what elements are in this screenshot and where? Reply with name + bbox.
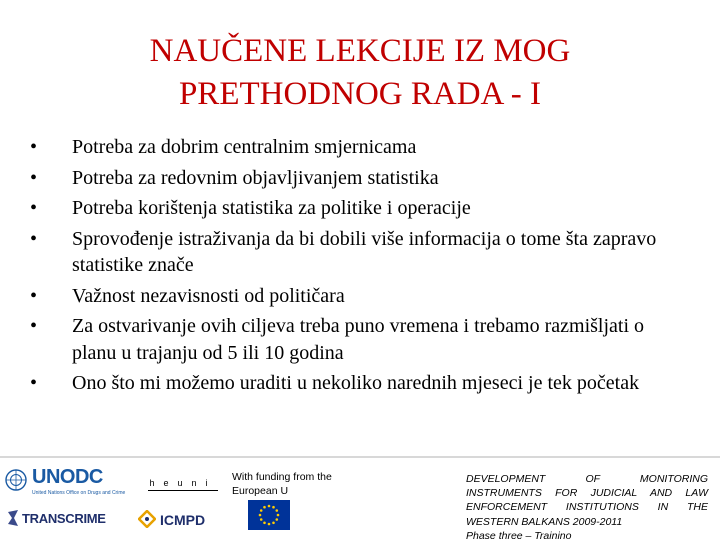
bullet-item: • Potreba korištenja statistika za politike i operacije xyxy=(30,195,690,222)
eu-star xyxy=(272,506,275,509)
bullet-item: • Ono što mi možemo uraditi u nekoliko narednih mjeseci je tek početak xyxy=(30,370,690,397)
transcrime-logo: TRANSCRIME xyxy=(22,511,106,526)
eu-star xyxy=(272,521,275,524)
footer-divider xyxy=(0,456,720,458)
bullet-item: • Sprovođenje istraživanja da bi dobili više informacija o tome šta zapravo statistike znače xyxy=(30,226,690,279)
eu-star xyxy=(268,523,271,526)
eu-star xyxy=(268,505,271,508)
heuni-logo xyxy=(148,478,218,494)
bullet-item: • Potreba za dobrim centralnim smjernicama xyxy=(30,134,690,161)
unodc-subtitle: United Nations Office on Drugs and Crime xyxy=(32,490,126,496)
project-line: DEVELOPMENT OF MONITORING xyxy=(466,473,708,485)
project-line: Phase three – Trainino xyxy=(466,529,572,542)
eu-star xyxy=(263,506,266,509)
slide-title xyxy=(0,30,720,116)
heuni-underline xyxy=(148,490,218,491)
eu-star xyxy=(259,514,262,517)
eu-flag-icon xyxy=(248,500,290,530)
bullet-item: • Za ostvarivanje ovih ciljeva treba puno vremena i trebamo razmišljati o planu u trajanju od 5 ili 10 godina xyxy=(30,313,690,366)
eu-star xyxy=(260,518,263,521)
icmpd-logo: ICMPD xyxy=(160,512,206,528)
eu-star xyxy=(277,514,280,517)
eu-star xyxy=(263,521,266,524)
eu-star xyxy=(275,518,278,521)
un-emblem-icon xyxy=(4,468,28,492)
project-line: ENFORCEMENT INSTITUTIONS IN THE xyxy=(466,501,708,514)
project-line: INSTRUMENTS FOR JUDICIAL AND LAW xyxy=(466,487,708,500)
unodc-logo: UNODC xyxy=(32,466,103,488)
heuni-text: heuni xyxy=(149,478,217,488)
funding-note: With funding from the European U xyxy=(232,471,332,497)
transcrime-icon xyxy=(6,508,20,528)
title-line-1: NAUČENE LEKCIJE IZ MOG xyxy=(149,33,571,69)
project-line: WESTERN BALKANS 2009-2011 xyxy=(466,515,623,528)
bullet-item: • Potreba za redovnim objavljivanjem statistika xyxy=(30,165,690,192)
footer xyxy=(0,456,720,540)
project-description xyxy=(466,472,708,543)
eu-star xyxy=(260,509,263,512)
bullet-list xyxy=(30,134,690,401)
icmpd-icon xyxy=(138,510,156,528)
bullet-item: • Važnost nezavisnosti od političara xyxy=(30,283,690,310)
title-line-2: PRETHODNOG RADA - I xyxy=(178,76,542,112)
eu-star xyxy=(275,509,278,512)
